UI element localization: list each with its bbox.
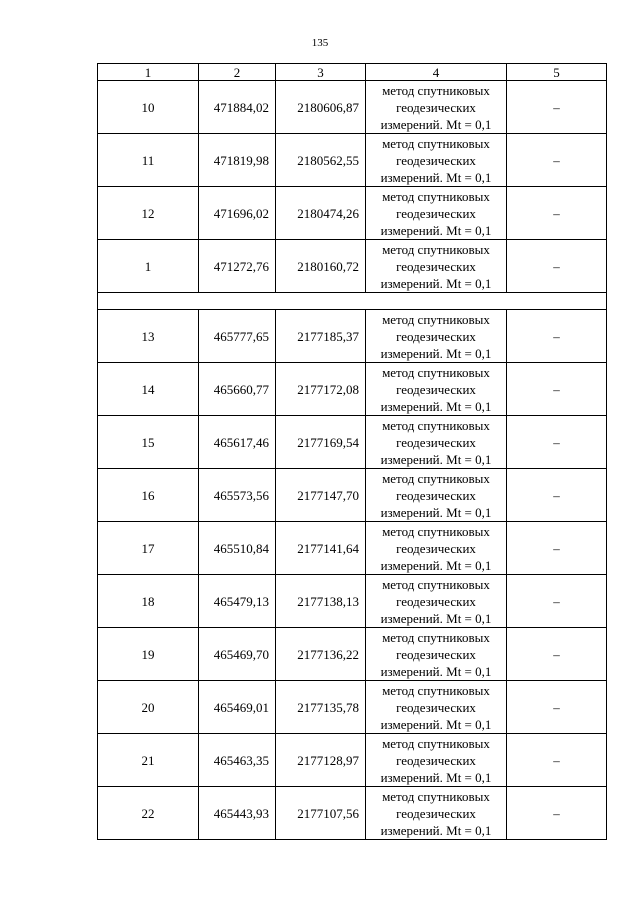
- x-coordinate-cell: 465510,84: [199, 522, 276, 575]
- method-cell: [366, 240, 507, 293]
- x-coordinate-cell: 471696,02: [199, 187, 276, 240]
- point-number-cell: 13: [98, 310, 199, 363]
- method-cell: [366, 734, 507, 787]
- method-cell: [366, 522, 507, 575]
- table-row: [98, 363, 607, 416]
- method-cell: [366, 416, 507, 469]
- point-number-cell: 1: [98, 240, 199, 293]
- y-coordinate-cell: 2180474,26: [276, 187, 366, 240]
- point-number-cell: 21: [98, 734, 199, 787]
- method-line: измерений. Mt = 0,1: [380, 451, 492, 467]
- y-coordinate-cell: 2177138,13: [276, 575, 366, 628]
- method-line: измерений. Mt = 0,1: [380, 504, 492, 520]
- point-number-cell: 15: [98, 416, 199, 469]
- x-coordinate-cell: 465443,93: [199, 787, 276, 840]
- header-cell-4: 4: [366, 64, 507, 81]
- method-line: метод спутниковых: [382, 241, 490, 257]
- table-row: [98, 310, 607, 363]
- method-cell: [366, 628, 507, 681]
- method-cell: [366, 575, 507, 628]
- method-line: метод спутниковых: [382, 82, 490, 98]
- y-coordinate-cell: 2180606,87: [276, 81, 366, 134]
- y-coordinate-cell: 2177136,22: [276, 628, 366, 681]
- note-cell: –: [507, 734, 607, 787]
- table-body: [98, 64, 607, 840]
- method-line: геодезических: [396, 593, 476, 609]
- method-cell: [366, 681, 507, 734]
- x-coordinate-cell: 465660,77: [199, 363, 276, 416]
- method-line: геодезических: [396, 434, 476, 450]
- header-cell-3: 3: [276, 64, 366, 81]
- point-number-cell: 12: [98, 187, 199, 240]
- method-line: метод спутниковых: [382, 576, 490, 592]
- method-line: метод спутниковых: [382, 364, 490, 380]
- table-row: [98, 734, 607, 787]
- note-cell: –: [507, 310, 607, 363]
- method-line: геодезических: [396, 381, 476, 397]
- note-cell: –: [507, 416, 607, 469]
- point-number-cell: 14: [98, 363, 199, 416]
- method-line: геодезических: [396, 99, 476, 115]
- method-line: геодезических: [396, 487, 476, 503]
- note-cell: –: [507, 81, 607, 134]
- point-number-cell: 18: [98, 575, 199, 628]
- table-row: [98, 628, 607, 681]
- method-line: геодезических: [396, 258, 476, 274]
- method-cell: [366, 363, 507, 416]
- method-cell: [366, 134, 507, 187]
- page-number: 135: [311, 37, 329, 49]
- note-cell: –: [507, 681, 607, 734]
- method-line: измерений. Mt = 0,1: [380, 345, 492, 361]
- method-line: метод спутниковых: [382, 470, 490, 486]
- y-coordinate-cell: 2177135,78: [276, 681, 366, 734]
- method-cell: [366, 187, 507, 240]
- method-line: метод спутниковых: [382, 788, 490, 804]
- header-cell-5: 5: [507, 64, 607, 81]
- note-cell: –: [507, 628, 607, 681]
- method-line: метод спутниковых: [382, 735, 490, 751]
- method-line: измерений. Mt = 0,1: [380, 557, 492, 573]
- y-coordinate-cell: 2177107,56: [276, 787, 366, 840]
- point-number-cell: 10: [98, 81, 199, 134]
- x-coordinate-cell: 471819,98: [199, 134, 276, 187]
- x-coordinate-cell: 465479,13: [199, 575, 276, 628]
- y-coordinate-cell: 2177169,54: [276, 416, 366, 469]
- y-coordinate-cell: 2177172,08: [276, 363, 366, 416]
- method-line: метод спутниковых: [382, 311, 490, 327]
- note-cell: –: [507, 522, 607, 575]
- x-coordinate-cell: 465469,70: [199, 628, 276, 681]
- method-cell: [366, 469, 507, 522]
- method-cell: [366, 81, 507, 134]
- method-line: метод спутниковых: [382, 135, 490, 151]
- method-line: измерений. Mt = 0,1: [380, 169, 492, 185]
- group-separator-row: [98, 293, 607, 310]
- header-cell-2: 2: [199, 64, 276, 81]
- table-row: [98, 416, 607, 469]
- point-number-cell: 16: [98, 469, 199, 522]
- table-row: [98, 522, 607, 575]
- method-line: метод спутниковых: [382, 523, 490, 539]
- note-cell: –: [507, 240, 607, 293]
- method-line: измерений. Mt = 0,1: [380, 716, 492, 732]
- y-coordinate-cell: 2180562,55: [276, 134, 366, 187]
- note-cell: –: [507, 575, 607, 628]
- method-line: геодезических: [396, 752, 476, 768]
- header-row: [98, 64, 607, 81]
- x-coordinate-cell: 465463,35: [199, 734, 276, 787]
- note-cell: –: [507, 469, 607, 522]
- method-line: измерений. Mt = 0,1: [380, 222, 492, 238]
- table-row: [98, 575, 607, 628]
- x-coordinate-cell: 465777,65: [199, 310, 276, 363]
- y-coordinate-cell: 2177147,70: [276, 469, 366, 522]
- table-row: [98, 681, 607, 734]
- method-line: измерений. Mt = 0,1: [380, 769, 492, 785]
- method-line: геодезических: [396, 152, 476, 168]
- x-coordinate-cell: 465469,01: [199, 681, 276, 734]
- table-row: [98, 469, 607, 522]
- x-coordinate-cell: 465617,46: [199, 416, 276, 469]
- method-line: измерений. Mt = 0,1: [380, 116, 492, 132]
- table-row: [98, 240, 607, 293]
- y-coordinate-cell: 2177128,97: [276, 734, 366, 787]
- point-number-cell: 17: [98, 522, 199, 575]
- method-line: измерений. Mt = 0,1: [380, 275, 492, 291]
- method-line: метод спутниковых: [382, 682, 490, 698]
- separator-cell: [98, 293, 607, 310]
- y-coordinate-cell: 2177185,37: [276, 310, 366, 363]
- method-line: метод спутниковых: [382, 417, 490, 433]
- method-line: измерений. Mt = 0,1: [380, 663, 492, 679]
- method-line: измерений. Mt = 0,1: [380, 610, 492, 626]
- method-line: измерений. Mt = 0,1: [380, 398, 492, 414]
- table-row: [98, 787, 607, 840]
- note-cell: –: [507, 134, 607, 187]
- method-line: геодезических: [396, 540, 476, 556]
- method-line: метод спутниковых: [382, 629, 490, 645]
- coordinates-table: [97, 63, 607, 840]
- note-cell: –: [507, 363, 607, 416]
- x-coordinate-cell: 465573,56: [199, 469, 276, 522]
- table-row: [98, 134, 607, 187]
- table-row: [98, 187, 607, 240]
- y-coordinate-cell: 2177141,64: [276, 522, 366, 575]
- method-line: геодезических: [396, 805, 476, 821]
- point-number-cell: 22: [98, 787, 199, 840]
- point-number-cell: 19: [98, 628, 199, 681]
- method-line: геодезических: [396, 699, 476, 715]
- method-cell: [366, 787, 507, 840]
- note-cell: –: [507, 187, 607, 240]
- method-cell: [366, 310, 507, 363]
- note-cell: –: [507, 787, 607, 840]
- point-number-cell: 20: [98, 681, 199, 734]
- y-coordinate-cell: 2180160,72: [276, 240, 366, 293]
- header-cell-1: 1: [98, 64, 199, 81]
- table-row: [98, 81, 607, 134]
- method-line: измерений. Mt = 0,1: [380, 822, 492, 838]
- method-line: метод спутниковых: [382, 188, 490, 204]
- x-coordinate-cell: 471272,76: [199, 240, 276, 293]
- method-line: геодезических: [396, 205, 476, 221]
- x-coordinate-cell: 471884,02: [199, 81, 276, 134]
- point-number-cell: 11: [98, 134, 199, 187]
- method-line: геодезических: [396, 646, 476, 662]
- method-line: геодезических: [396, 328, 476, 344]
